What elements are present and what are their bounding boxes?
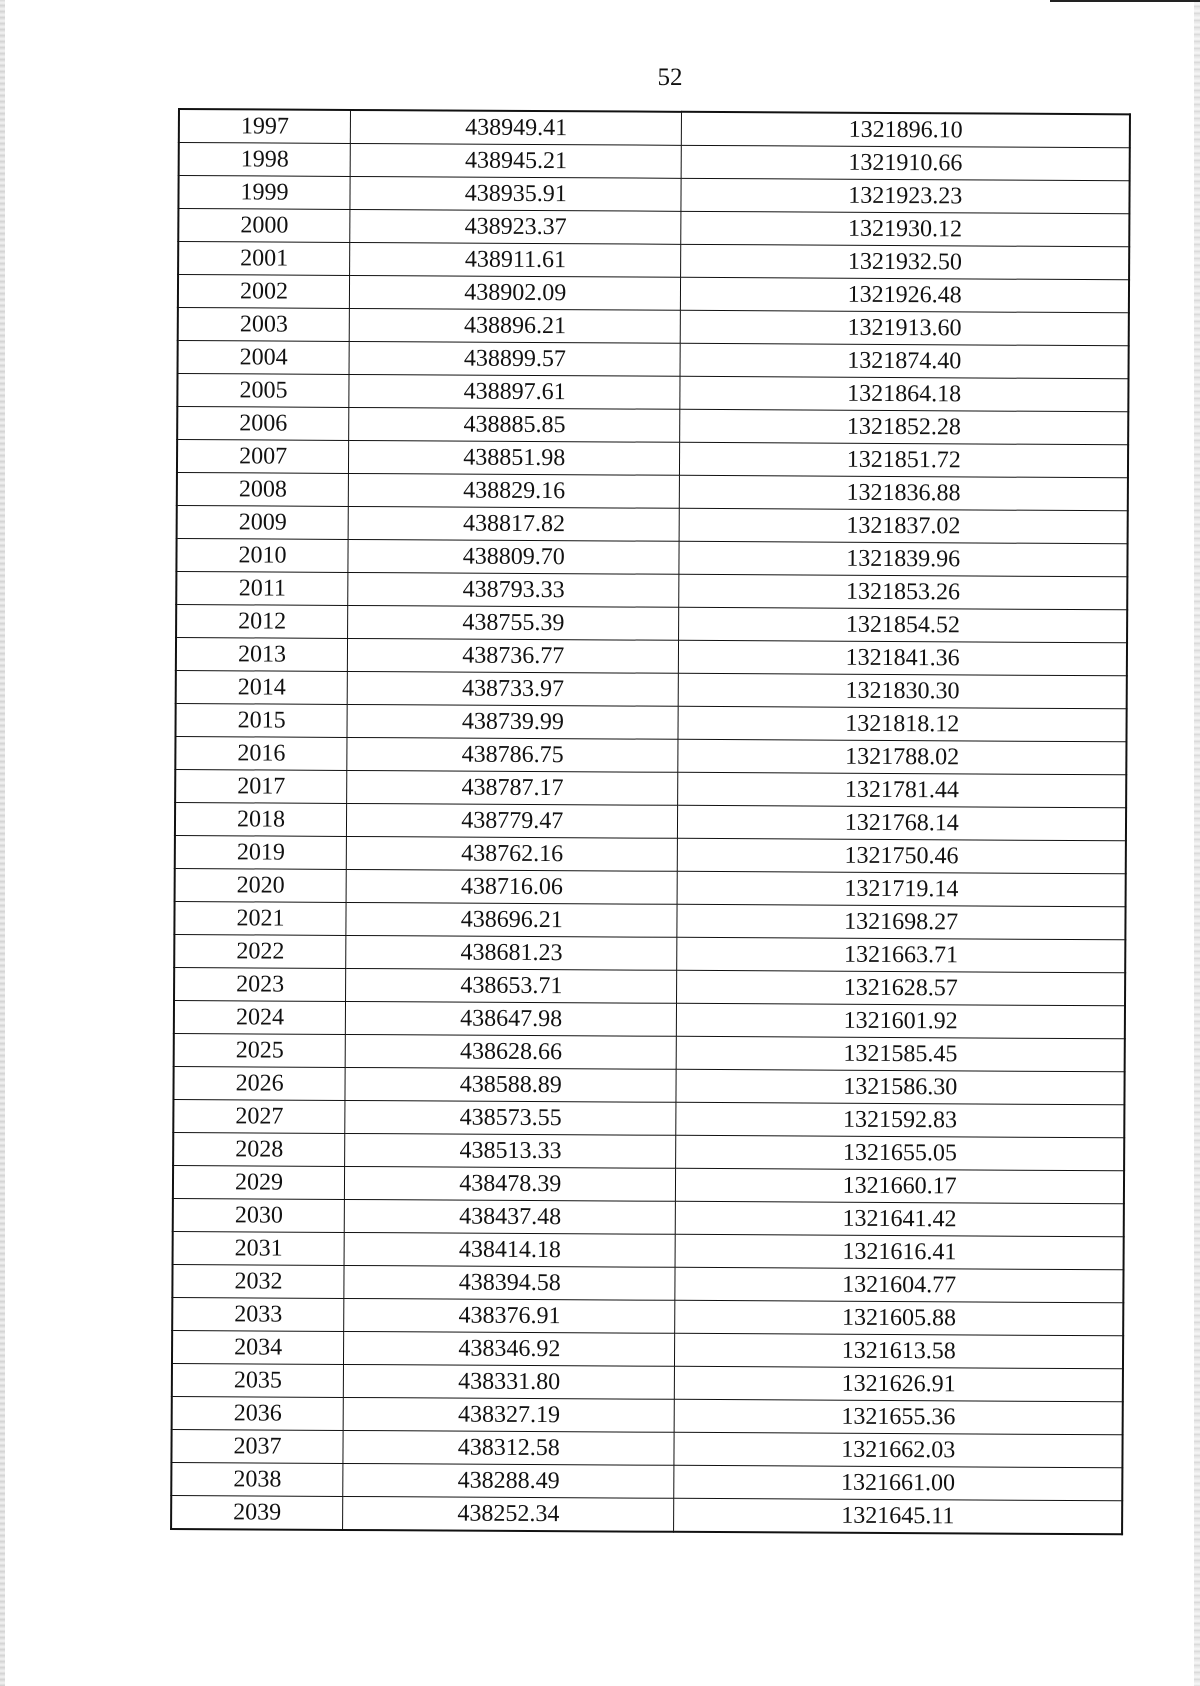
table-row bbox=[173, 1132, 1124, 1170]
y-value-cell: 1321874.40 bbox=[680, 343, 1128, 379]
year-cell: 2005 bbox=[177, 374, 349, 408]
x-value-cell: 438647.98 bbox=[345, 1001, 677, 1036]
x-value-cell: 438739.99 bbox=[347, 704, 679, 739]
y-value-cell: 1321841.36 bbox=[679, 640, 1127, 676]
y-value-cell: 1321663.71 bbox=[677, 937, 1125, 973]
table-row bbox=[173, 1099, 1124, 1137]
x-value-cell: 438628.66 bbox=[345, 1034, 677, 1069]
y-value-cell: 1321592.83 bbox=[676, 1102, 1124, 1138]
y-value-cell: 1321660.17 bbox=[676, 1168, 1124, 1204]
y-value-cell: 1321626.91 bbox=[675, 1366, 1123, 1402]
x-value-cell: 438817.82 bbox=[348, 506, 680, 541]
year-cell: 2021 bbox=[174, 901, 346, 935]
year-cell: 2010 bbox=[176, 538, 348, 572]
year-cell: 2017 bbox=[175, 769, 347, 803]
x-value-cell: 438885.85 bbox=[349, 407, 681, 442]
table-row bbox=[172, 1363, 1123, 1401]
table-row bbox=[178, 176, 1129, 214]
year-cell: 2015 bbox=[175, 703, 347, 737]
scan-edge-left bbox=[0, 0, 5, 1686]
table-body bbox=[171, 109, 1130, 1534]
x-value-cell: 438786.75 bbox=[347, 737, 679, 772]
table-row bbox=[175, 802, 1126, 840]
year-cell: 2013 bbox=[176, 637, 348, 671]
table-row bbox=[174, 967, 1125, 1005]
x-value-cell: 438902.09 bbox=[350, 275, 682, 310]
y-value-cell: 1321750.46 bbox=[678, 838, 1126, 874]
table-row bbox=[175, 835, 1126, 873]
x-value-cell: 438478.39 bbox=[345, 1166, 677, 1201]
table-row bbox=[177, 440, 1128, 478]
y-value-cell: 1321781.44 bbox=[678, 772, 1126, 808]
year-cell: 1997 bbox=[179, 109, 351, 143]
y-value-cell: 1321896.10 bbox=[682, 112, 1130, 148]
x-value-cell: 438312.58 bbox=[343, 1430, 675, 1465]
x-value-cell: 438897.61 bbox=[349, 374, 681, 409]
table-row bbox=[176, 637, 1127, 675]
y-value-cell: 1321913.60 bbox=[681, 310, 1129, 346]
x-value-cell: 438653.71 bbox=[346, 968, 678, 1003]
y-value-cell: 1321628.57 bbox=[677, 970, 1125, 1006]
x-value-cell: 438787.17 bbox=[347, 770, 679, 805]
table-row bbox=[173, 1066, 1124, 1104]
year-cell: 2012 bbox=[176, 604, 348, 638]
y-value-cell: 1321768.14 bbox=[678, 805, 1126, 841]
table-row bbox=[179, 109, 1130, 148]
x-value-cell: 438949.41 bbox=[350, 110, 682, 145]
year-cell: 2007 bbox=[177, 440, 349, 474]
table-row bbox=[178, 242, 1129, 280]
table-row bbox=[177, 407, 1128, 445]
table-row bbox=[173, 1165, 1124, 1203]
scan-edge-right bbox=[1194, 0, 1200, 1686]
x-value-cell: 438394.58 bbox=[344, 1265, 676, 1300]
y-value-cell: 1321661.00 bbox=[674, 1465, 1122, 1501]
year-cell: 2001 bbox=[178, 242, 350, 276]
y-value-cell: 1321662.03 bbox=[674, 1432, 1122, 1468]
table-row bbox=[176, 604, 1127, 642]
y-value-cell: 1321854.52 bbox=[679, 607, 1127, 643]
table-row bbox=[171, 1429, 1122, 1467]
table-row bbox=[174, 901, 1125, 939]
y-value-cell: 1321864.18 bbox=[680, 376, 1128, 412]
year-cell: 1998 bbox=[179, 143, 351, 177]
table-row bbox=[177, 374, 1128, 412]
table-row bbox=[176, 571, 1127, 609]
y-value-cell: 1321837.02 bbox=[680, 508, 1128, 544]
year-cell: 2020 bbox=[175, 868, 347, 902]
top-rule-line bbox=[1050, 0, 1200, 2]
y-value-cell: 1321601.92 bbox=[677, 1003, 1125, 1039]
year-cell: 2028 bbox=[173, 1132, 345, 1166]
year-cell: 2039 bbox=[171, 1495, 343, 1529]
year-cell: 2003 bbox=[178, 308, 350, 342]
x-value-cell: 438588.89 bbox=[345, 1067, 677, 1102]
x-value-cell: 438681.23 bbox=[346, 935, 678, 970]
y-value-cell: 1321853.26 bbox=[679, 574, 1127, 610]
y-value-cell: 1321604.77 bbox=[675, 1267, 1123, 1303]
table-row bbox=[176, 538, 1127, 576]
table-row bbox=[174, 934, 1125, 972]
table-row bbox=[172, 1330, 1123, 1368]
x-value-cell: 438779.47 bbox=[347, 803, 679, 838]
x-value-cell: 438736.77 bbox=[347, 638, 679, 673]
year-cell: 2033 bbox=[172, 1297, 344, 1331]
table-row bbox=[174, 1033, 1125, 1071]
year-cell: 2024 bbox=[174, 1000, 346, 1034]
x-value-cell: 438935.91 bbox=[350, 176, 682, 211]
table-row bbox=[173, 1231, 1124, 1269]
x-value-cell: 438513.33 bbox=[345, 1133, 677, 1168]
x-value-cell: 438945.21 bbox=[350, 143, 682, 178]
year-cell: 2029 bbox=[173, 1165, 345, 1199]
y-value-cell: 1321836.88 bbox=[680, 475, 1128, 511]
x-value-cell: 438573.55 bbox=[345, 1100, 677, 1135]
page-number: 52 bbox=[657, 64, 683, 91]
x-value-cell: 438327.19 bbox=[343, 1397, 675, 1432]
year-cell: 2009 bbox=[177, 505, 349, 539]
y-value-cell: 1321655.05 bbox=[676, 1135, 1124, 1171]
y-value-cell: 1321923.23 bbox=[681, 178, 1129, 214]
x-value-cell: 438829.16 bbox=[348, 473, 680, 508]
x-value-cell: 438716.06 bbox=[346, 869, 678, 904]
year-cell: 2008 bbox=[177, 472, 349, 506]
year-cell: 2000 bbox=[178, 209, 350, 243]
y-value-cell: 1321851.72 bbox=[680, 442, 1128, 478]
y-value-cell: 1321839.96 bbox=[679, 541, 1127, 577]
table-row bbox=[172, 1396, 1123, 1434]
x-value-cell: 438896.21 bbox=[349, 308, 681, 343]
year-cell: 2035 bbox=[172, 1363, 344, 1397]
x-value-cell: 438252.34 bbox=[343, 1496, 675, 1531]
x-value-cell: 438346.92 bbox=[344, 1331, 676, 1366]
year-cell: 2016 bbox=[175, 736, 347, 770]
y-value-cell: 1321830.30 bbox=[679, 673, 1127, 709]
table-row bbox=[171, 1495, 1122, 1534]
table-row bbox=[173, 1198, 1124, 1236]
y-value-cell: 1321930.12 bbox=[681, 211, 1129, 247]
y-value-cell: 1321932.50 bbox=[681, 244, 1129, 280]
year-cell: 2026 bbox=[173, 1066, 345, 1100]
x-value-cell: 438437.48 bbox=[344, 1199, 676, 1234]
table-row bbox=[174, 1000, 1125, 1038]
year-cell: 2014 bbox=[176, 670, 348, 704]
table-row bbox=[172, 1264, 1123, 1302]
table-row bbox=[172, 1297, 1123, 1335]
y-value-cell: 1321605.88 bbox=[675, 1300, 1123, 1336]
table-row bbox=[178, 275, 1129, 313]
table-row bbox=[175, 868, 1126, 906]
table-row bbox=[178, 341, 1129, 379]
y-value-cell: 1321698.27 bbox=[677, 904, 1125, 940]
x-value-cell: 438762.16 bbox=[346, 836, 678, 871]
year-cell: 2025 bbox=[174, 1033, 346, 1067]
year-cell: 2019 bbox=[175, 835, 347, 869]
y-value-cell: 1321655.36 bbox=[675, 1399, 1123, 1435]
table-row bbox=[178, 308, 1129, 346]
y-value-cell: 1321641.42 bbox=[676, 1201, 1124, 1237]
year-cell: 2004 bbox=[178, 341, 350, 375]
year-cell: 2032 bbox=[172, 1264, 344, 1298]
table-row bbox=[171, 1462, 1122, 1500]
year-cell: 2022 bbox=[174, 934, 346, 968]
y-value-cell: 1321613.58 bbox=[675, 1333, 1123, 1369]
x-value-cell: 438851.98 bbox=[349, 440, 681, 475]
y-value-cell: 1321586.30 bbox=[676, 1069, 1124, 1105]
x-value-cell: 438911.61 bbox=[350, 242, 682, 277]
x-value-cell: 438755.39 bbox=[348, 605, 680, 640]
y-value-cell: 1321910.66 bbox=[682, 145, 1130, 181]
year-cell: 2037 bbox=[171, 1429, 343, 1463]
table-row bbox=[178, 209, 1129, 247]
coordinate-table bbox=[170, 108, 1131, 1535]
table-row bbox=[175, 769, 1126, 807]
x-value-cell: 438899.57 bbox=[349, 341, 681, 376]
year-cell: 2036 bbox=[172, 1396, 344, 1430]
year-cell: 2031 bbox=[173, 1231, 345, 1265]
table-row bbox=[175, 703, 1126, 741]
x-value-cell: 438793.33 bbox=[348, 572, 680, 607]
year-cell: 2002 bbox=[178, 275, 350, 309]
y-value-cell: 1321585.45 bbox=[677, 1036, 1125, 1072]
table-row bbox=[175, 736, 1126, 774]
x-value-cell: 438923.37 bbox=[350, 209, 682, 244]
table-row bbox=[179, 143, 1130, 181]
y-value-cell: 1321926.48 bbox=[681, 277, 1129, 313]
x-value-cell: 438809.70 bbox=[348, 539, 680, 574]
x-value-cell: 438696.21 bbox=[346, 902, 678, 937]
x-value-cell: 438288.49 bbox=[343, 1463, 675, 1498]
year-cell: 2030 bbox=[173, 1198, 345, 1232]
year-cell: 2006 bbox=[177, 407, 349, 441]
y-value-cell: 1321818.12 bbox=[678, 706, 1126, 742]
x-value-cell: 438733.97 bbox=[347, 671, 679, 706]
table-row bbox=[177, 505, 1128, 543]
year-cell: 2038 bbox=[171, 1462, 343, 1496]
x-value-cell: 438331.80 bbox=[343, 1364, 675, 1399]
year-cell: 2018 bbox=[175, 802, 347, 836]
y-value-cell: 1321852.28 bbox=[680, 409, 1128, 445]
year-cell: 2011 bbox=[176, 571, 348, 605]
year-cell: 1999 bbox=[178, 176, 350, 210]
table-row bbox=[176, 670, 1127, 708]
y-value-cell: 1321719.14 bbox=[678, 871, 1126, 907]
x-value-cell: 438414.18 bbox=[344, 1232, 676, 1267]
year-cell: 2034 bbox=[172, 1330, 344, 1364]
year-cell: 2023 bbox=[174, 967, 346, 1001]
x-value-cell: 438376.91 bbox=[344, 1298, 676, 1333]
year-cell: 2027 bbox=[173, 1099, 345, 1133]
y-value-cell: 1321788.02 bbox=[678, 739, 1126, 775]
y-value-cell: 1321645.11 bbox=[674, 1498, 1122, 1534]
table-row bbox=[177, 472, 1128, 510]
y-value-cell: 1321616.41 bbox=[676, 1234, 1124, 1270]
